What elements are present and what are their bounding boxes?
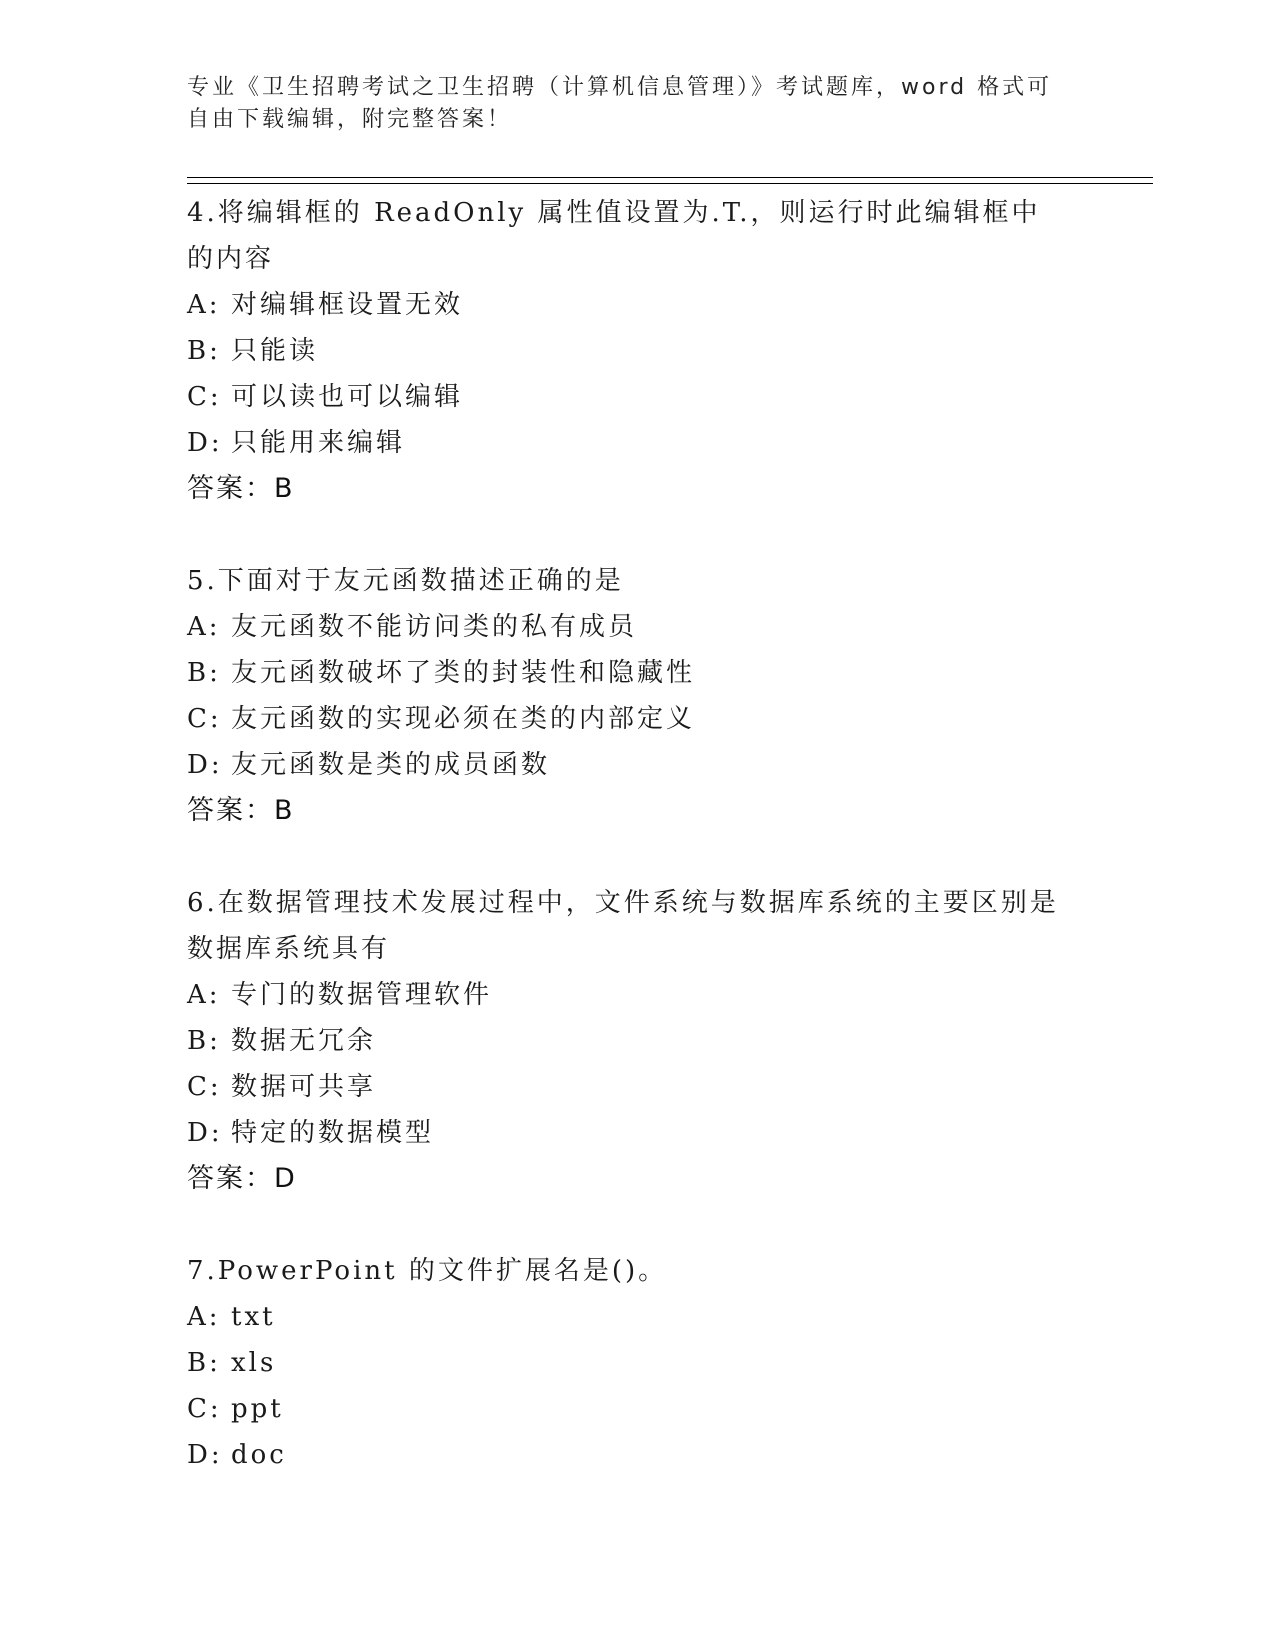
option-text: 对编辑框设置无效 [231, 290, 464, 320]
option-text: 只能用来编辑 [231, 428, 406, 458]
option-b [187, 328, 1067, 374]
header-divider-bottom [187, 183, 1153, 184]
option-letter: D: [187, 1440, 223, 1470]
option-d [187, 1432, 1067, 1478]
question-4 [187, 190, 1067, 512]
option-letter: B: [187, 658, 221, 688]
answer-line: 答案：D [187, 1163, 297, 1194]
option-b [187, 650, 1067, 696]
option-text: ppt [231, 1394, 284, 1424]
answer-line: 答案：B [187, 795, 295, 826]
option-text: 可以读也可以编辑 [231, 382, 464, 412]
option-letter: A: [187, 290, 221, 320]
option-text: 友元函数不能访问类的私有成员 [231, 612, 638, 642]
option-text: 友元函数是类的成员函数 [231, 750, 551, 780]
option-text: xls [231, 1348, 277, 1378]
option-letter: D: [187, 428, 223, 458]
option-letter: D: [187, 1118, 223, 1148]
question-text: 4.将编辑框的 ReadOnly 属性值设置为.T.，则运行时此编辑框中的内容 [187, 198, 1041, 274]
option-letter: C: [187, 382, 222, 412]
option-b [187, 1018, 1067, 1064]
question-5 [187, 558, 1067, 834]
option-text: 专门的数据管理软件 [231, 980, 493, 1010]
option-a [187, 972, 1067, 1018]
option-text: 友元函数的实现必须在类的内部定义 [231, 704, 696, 734]
question-text: 6.在数据管理技术发展过程中，文件系统与数据库系统的主要区别是数据库系统具有 [187, 888, 1059, 964]
option-c [187, 1064, 1067, 1110]
option-text: 特定的数据模型 [231, 1118, 435, 1148]
option-text: 友元函数破坏了类的封装性和隐藏性 [231, 658, 696, 688]
option-letter: A: [187, 980, 221, 1010]
option-text: 数据可共享 [231, 1072, 377, 1102]
option-letter: D: [187, 750, 223, 780]
option-letter: A: [187, 1302, 221, 1332]
header-divider-top [187, 177, 1153, 178]
question-text: 5.下面对于友元函数描述正确的是 [187, 566, 624, 596]
option-a [187, 282, 1067, 328]
option-letter: B: [187, 336, 221, 366]
option-c [187, 374, 1067, 420]
question-list [187, 190, 1067, 1524]
option-letter: B: [187, 1348, 221, 1378]
option-a [187, 1294, 1067, 1340]
option-text: doc [231, 1440, 287, 1470]
option-text: 只能读 [231, 336, 319, 366]
question-6 [187, 880, 1067, 1202]
option-letter: C: [187, 704, 222, 734]
answer-line: 答案：B [187, 473, 295, 504]
option-b [187, 1340, 1067, 1386]
option-d [187, 742, 1067, 788]
option-d [187, 420, 1067, 466]
option-text: txt [231, 1302, 276, 1332]
option-c [187, 696, 1067, 742]
option-letter: C: [187, 1072, 222, 1102]
option-c [187, 1386, 1067, 1432]
option-text: 数据无冗余 [231, 1026, 377, 1056]
option-letter: A: [187, 612, 221, 642]
option-d [187, 1110, 1067, 1156]
question-7 [187, 1248, 1067, 1478]
option-letter: C: [187, 1394, 222, 1424]
option-a [187, 604, 1067, 650]
option-letter: B: [187, 1026, 221, 1056]
question-text: 7.PowerPoint 的文件扩展名是()。 [187, 1256, 668, 1286]
document-header-intro: 专业《卫生招聘考试之卫生招聘（计算机信息管理）》考试题库，word 格式可自由下载编辑，附完整答案！ [187, 75, 1053, 132]
